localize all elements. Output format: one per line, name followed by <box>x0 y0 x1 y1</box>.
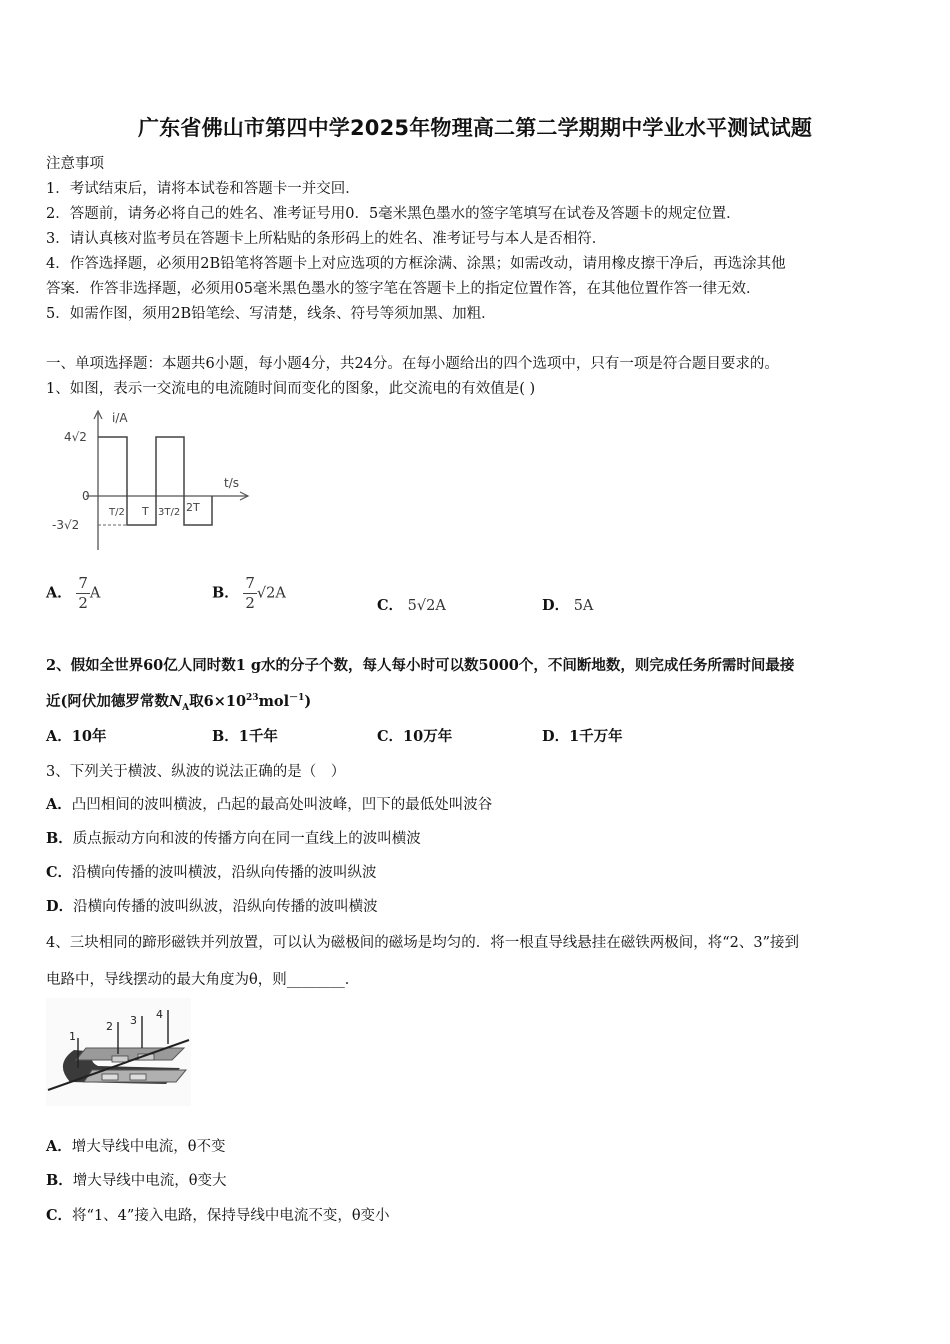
origin-label: 0 <box>82 489 90 503</box>
notice-item: 1．考试结束后，请将本试卷和答题卡一并交回． <box>46 181 360 197</box>
page-title: 广东省佛山市第四中学2025年物理高二第二学期期中学业水平测试试题 <box>137 116 813 140</box>
horseshoe-magnets-figure <box>46 998 191 1106</box>
current-time-graph <box>46 405 261 555</box>
x-axis-label: t/s <box>224 476 239 490</box>
pole-block <box>102 1074 118 1080</box>
contact-label-3: 3 <box>130 1014 137 1027</box>
question-4-stem-line1: 4、三块相同的蹄形磁铁并列放置，可以认为磁极间的磁场是均匀的．将一根直导线悬挂在磁铁两极间，将“2、3”接到 <box>46 935 799 951</box>
q3-option-a[interactable]: A．凸凹相间的波叫横波，凸起的最高处叫波峰，凹下的最低处叫波谷 <box>46 796 493 813</box>
option-text: 5√2A <box>407 598 446 614</box>
notice-item: 2．答题前，请务必将自己的姓名、准考证号用0．5毫米黑色墨水的签字笔填写在试卷及答题卡的规定位置． <box>46 206 741 222</box>
q2-option-b[interactable]: B．1千年 <box>212 728 278 745</box>
section-heading: 一、单项选择题：本题共6小题，每小题4分，共24分。在每小题给出的四个选项中，只有一项是符合题目要求的。 <box>46 356 779 372</box>
q2-option-d[interactable]: D．1千万年 <box>542 728 623 745</box>
tick-label-2T: 2T <box>186 501 200 514</box>
y-axis-label: i/A <box>112 411 128 425</box>
pole-block <box>130 1074 146 1080</box>
tick-label-half-T: T/2 <box>109 507 125 518</box>
option-label: A． <box>46 584 72 602</box>
q1-option-d[interactable] <box>542 594 593 615</box>
q4-option-a[interactable]: A．增大导线中电流，θ不变 <box>46 1138 226 1155</box>
fraction: $\frac{7}{2}$ <box>245 574 255 612</box>
q3-option-b[interactable]: B．质点振动方向和波的传播方向在同一直线上的波叫横波 <box>46 830 421 847</box>
bottom-value-label: -3√2 <box>52 518 80 532</box>
q2-option-c[interactable]: C．10万年 <box>377 728 453 745</box>
notice-item: 答案．作答非选择题，必须用05毫米黑色墨水的签字笔在答题卡上的指定位置作答，在其他位置作答一律无效． <box>46 281 761 297</box>
q1-option-b[interactable] <box>212 574 286 613</box>
option-label: C． <box>377 597 404 614</box>
question-4-stem-line2: 电路中，导线摆动的最大角度为θ，则________． <box>46 972 360 988</box>
q1-option-a[interactable] <box>46 574 100 613</box>
q2-option-a[interactable]: A．10年 <box>46 728 107 745</box>
q4-option-c[interactable]: C．将“1、4”接入电路，保持导线中电流不变，θ变小 <box>46 1207 390 1224</box>
contact-label-2: 2 <box>106 1020 113 1033</box>
tick-label-T: T <box>142 505 149 518</box>
question-1-stem: 1、如图，表示一交流电的电流随时间而变化的图象，此交流电的有效值是( ) <box>46 381 536 397</box>
question-3-stem: 3、下列关于横波、纵波的说法正确的是（ ） <box>46 764 346 780</box>
q3-option-d[interactable]: D．沿横向传播的波叫纵波，沿纵向传播的波叫横波 <box>46 898 378 915</box>
option-label: D． <box>542 597 570 614</box>
q1-option-c[interactable] <box>377 594 446 615</box>
q3-option-c[interactable]: C．沿横向传播的波叫横波，沿纵向传播的波叫纵波 <box>46 864 377 881</box>
notice-item: 5．如需作图，须用2B铅笔绘、写清楚，线条、符号等须加黑、加粗． <box>46 306 496 322</box>
option-label: B． <box>212 584 239 602</box>
notice-heading: 注意事项 <box>46 156 104 172</box>
question-2-stem-line2: 近(阿伏加德罗常数$N_A$取$6\times 10^{23}mol^{-1}$) <box>46 693 312 713</box>
contact-label-1: 1 <box>69 1030 76 1043</box>
contact-label-4: 4 <box>156 1008 163 1021</box>
magnet-top-pole <box>76 1048 184 1060</box>
notice-item: 3．请认真核对监考员在答题卡上所粘贴的条形码上的姓名、准考证号与本人是否相符． <box>46 231 607 247</box>
q4-option-b[interactable]: B．增大导线中电流，θ变大 <box>46 1172 227 1189</box>
question-2-stem-line1: 2、假如全世界60亿人同时数1 g水的分子个数，每人每小时可以数5000个，不间断地数，则完成任务所需时间最接 <box>46 657 795 674</box>
tick-label-3T-half: 3T/2 <box>158 507 181 518</box>
top-value-label: 4√2 <box>64 430 87 444</box>
unit: √2A <box>256 585 286 602</box>
unit: A <box>89 585 101 602</box>
fraction: $\frac{7}{2}$ <box>78 574 88 612</box>
option-text: 5A <box>573 598 594 614</box>
pole-block <box>112 1056 128 1062</box>
notice-item: 4．作答选择题，必须用2B铅笔将答题卡上对应选项的方框涂满、涂黑；如需改动，请用橡皮擦干净后，再选涂其他 <box>46 256 786 272</box>
